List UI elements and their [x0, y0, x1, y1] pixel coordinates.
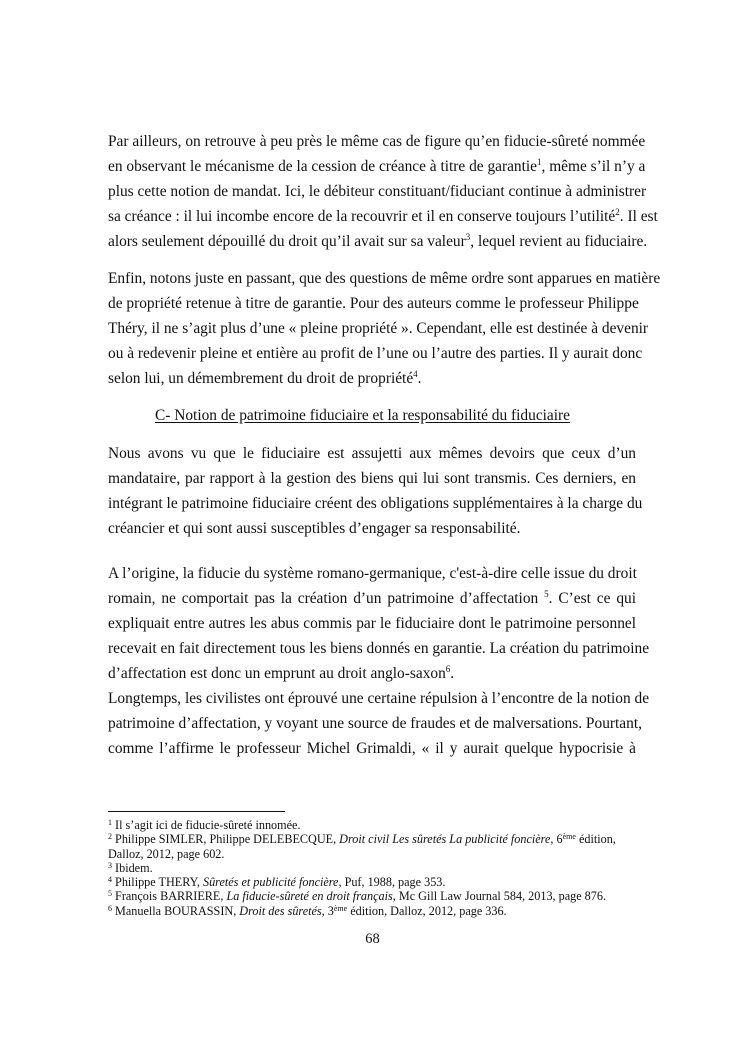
text-run: , Mc Gill Law Journal 584, 2013, page 876.	[392, 889, 607, 904]
footnotes	[108, 811, 636, 918]
text-run: .	[450, 665, 455, 682]
text-line	[108, 316, 649, 341]
text-line	[108, 561, 636, 586]
paragraph	[108, 129, 658, 254]
text-run: plus cette notion de mandat. Ici, le débiteur constituant/fiduciant continue à administrer	[108, 183, 647, 200]
footnote	[108, 875, 636, 889]
text-line	[108, 441, 636, 466]
footnote-ref: 6	[108, 903, 112, 913]
text-run: sa créance : il lui incombe encore de la recouvrir et il en conserve toujours l’utilité	[108, 208, 616, 225]
text-run: recevait en fait directement tous les biens donnés en garantie. La création du patrimoine	[108, 640, 650, 657]
footnote-ref: 2	[615, 207, 620, 217]
text-run: Dalloz, 2012, page 602.	[108, 846, 225, 861]
page-number: 68	[365, 931, 380, 947]
text-run: Enfin, notons juste en passant, que des questions de même ordre sont apparues en matière	[108, 270, 661, 287]
footnote-ref: 2	[108, 832, 112, 842]
text-line	[108, 341, 643, 366]
paragraph	[108, 686, 650, 761]
text-line	[108, 516, 636, 541]
paragraph	[108, 441, 643, 541]
text-run: A l’origine, la fiducie du système romano-germanique, c'est-à-dire celle issue du droit	[108, 565, 637, 582]
footnote	[108, 861, 636, 875]
text-run: , lequel revient au fiduciaire.	[470, 233, 648, 250]
text-run: , même s’il n’y a	[541, 158, 646, 175]
text-line	[108, 491, 643, 516]
text-line	[108, 266, 661, 291]
text-run: Longtemps, les civilistes ont éprouvé une certaine répulsion à l’encontre de la notion de	[108, 690, 650, 707]
text-run: édition, Dalloz, 2012, page 336.	[347, 903, 507, 918]
paragraph-group-1	[108, 129, 661, 391]
text-run: 3	[324, 903, 334, 918]
footnote-ref: 1	[537, 157, 542, 167]
text-run: expliquait entre autres les abus commis par le fiduciaire dont le patrimoine personnel	[108, 615, 636, 632]
footnote	[108, 832, 636, 846]
text-run: d’affectation est donc un emprunt au droit anglo-saxon	[108, 665, 446, 682]
text-line	[108, 204, 658, 229]
text-run: Par ailleurs, on retrouve à peu près le même cas de figure qu’en fiducie-sûreté nommée	[108, 133, 646, 150]
footnote-ref: 5	[108, 889, 112, 899]
text-run: édition,	[575, 832, 616, 847]
text-run: François BARRIERE,	[112, 889, 227, 904]
text-run: selon lui, un démembrement du droit de propriété	[108, 370, 414, 387]
text-run: comme l’affirme le professeur Michel Grimaldi, « il y aurait quelque hypocrisie à	[108, 740, 636, 757]
footnote-separator	[108, 811, 285, 812]
footnote-ref: 3	[108, 860, 112, 870]
text-line	[108, 661, 636, 686]
footnote-ref: 4	[413, 369, 418, 379]
text-run: Philippe SIMLER, Philippe DELEBECQUE,	[112, 832, 340, 847]
text-run: . C’est ce qui	[548, 590, 636, 607]
section-heading	[108, 403, 636, 428]
text-run: Ibidem.	[112, 860, 153, 875]
text-run: . Il est	[619, 208, 658, 225]
text-run: Nous avons vu que le fiduciaire est assujetti aux mêmes devoirs que ceux d’un	[108, 445, 636, 462]
text-line	[108, 736, 636, 761]
text-run: , Puf, 1988, page 353.	[338, 875, 446, 890]
text-run: Théry, il ne s’agit plus d’une « pleine propriété ». Cependant, elle est destinée à devenir	[108, 320, 649, 337]
text-line	[108, 466, 636, 491]
text-run: Il s’agit ici de fiducie-sûreté innomée.	[112, 818, 301, 832]
text-line	[108, 636, 650, 661]
text-line	[108, 611, 636, 636]
text-run: en observant le mécanisme de la cession de créance à titre de garantie	[108, 158, 538, 175]
text-run: Philippe THERY,	[112, 875, 203, 890]
text-line	[108, 711, 642, 736]
footnote-ref: ème	[562, 832, 576, 842]
text-run: Manuella BOURASSIN,	[112, 903, 240, 918]
text-run: intégrant le patrimoine fiduciaire créent des obligations supplémentaires à la charge du	[108, 495, 643, 512]
footnote-ref: 1	[108, 818, 112, 827]
text-run: ou à redevenir pleine et entière au profit de l’une ou l’autre des parties. Il y aurait donc	[108, 345, 643, 362]
text-run: 6	[553, 832, 563, 847]
text-run: romain, ne comportait pas la création d’un patrimoine d’affectation	[108, 590, 545, 607]
paragraph-group-2	[108, 441, 650, 761]
text-line	[108, 686, 650, 711]
footnote-list	[108, 818, 636, 918]
body-text	[108, 129, 661, 773]
section-heading-text: C- Notion de patrimoine fiduciaire et la responsabilité du fiduciaire	[155, 407, 570, 424]
text-line	[108, 179, 647, 204]
text-line	[108, 586, 636, 611]
text-run: .	[417, 370, 422, 387]
footnote	[108, 904, 636, 918]
footnote	[108, 889, 636, 903]
footnote-ref: 5	[544, 589, 549, 599]
text-line	[108, 291, 639, 316]
footnote	[108, 847, 636, 861]
italic-title: Droit des sûretés,	[239, 903, 325, 918]
footnote-ref: 6	[445, 664, 451, 674]
text-run: créancier et qui sont aussi susceptibles d’engager sa responsabilité.	[108, 520, 521, 537]
text-run: alors seulement dépouillé du droit qu’il avait sur sa valeur	[108, 233, 466, 250]
text-line	[108, 229, 648, 254]
italic-title: La fiducie-sûreté en droit français	[226, 889, 393, 904]
text-run: mandataire, par rapport à la gestion des biens qui lui sont transmis. Ces derniers, en	[108, 470, 636, 487]
italic-title: Sûretés et publicité foncière	[202, 875, 339, 890]
text-run: patrimoine d’affectation, y voyant une source de fraudes et de malversations. Pourtant,	[108, 715, 642, 732]
footnote-ref: 3	[465, 232, 471, 242]
text-line	[108, 154, 646, 179]
footnote	[108, 818, 636, 832]
italic-title: Droit civil Les sûretés La publicité foncière,	[339, 832, 554, 847]
paragraph	[108, 266, 661, 391]
text-line	[108, 129, 646, 154]
text-run: de propriété retenue à titre de garantie. Pour des auteurs comme le professeur Philippe	[108, 295, 639, 312]
footnote-ref: 4	[108, 875, 112, 885]
paragraph	[108, 561, 650, 686]
footnote-ref: ème	[333, 903, 348, 913]
text-line	[108, 366, 636, 391]
